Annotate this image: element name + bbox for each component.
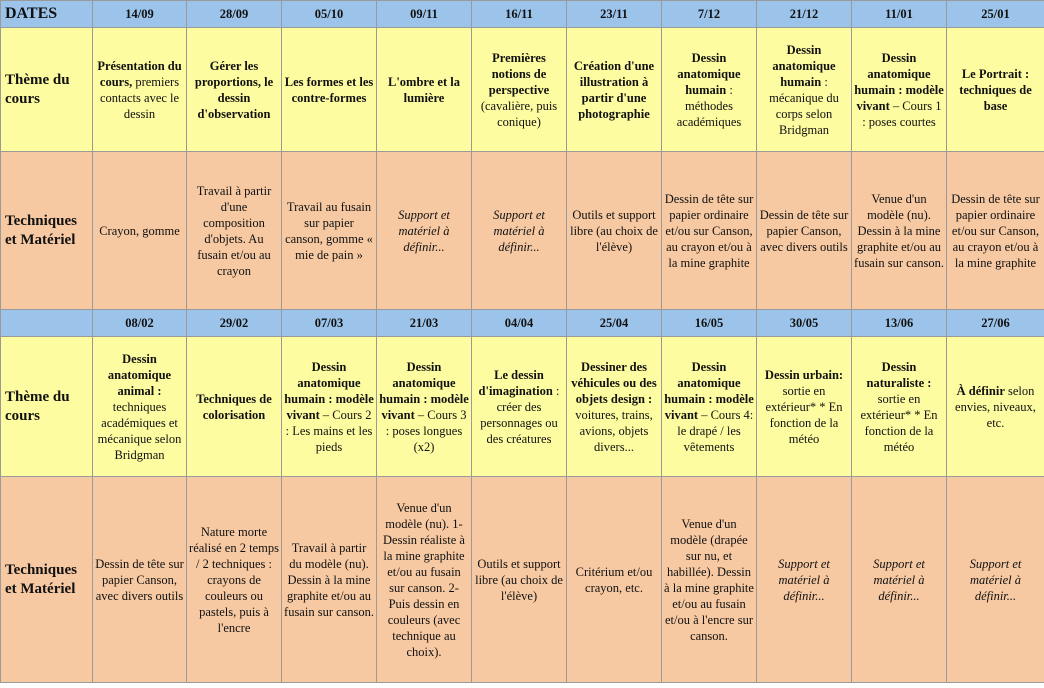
- theme-detail: premiers contacts avec le dessin: [99, 74, 180, 121]
- theme-detail: : mécanique du corps selon Bridgman: [769, 74, 839, 137]
- theme-cell: [282, 28, 377, 152]
- theme-cell: [852, 337, 947, 477]
- theme-title: Dessin naturaliste :: [866, 359, 932, 390]
- theme-title: Création d'une illustration à partir d'une photographie: [573, 58, 655, 121]
- theme-cell: [93, 28, 187, 152]
- date-cell: 11/01: [852, 1, 947, 28]
- date-cell: 21/03: [377, 310, 472, 337]
- theme-title: Dessin anatomique humain : modèle vivant: [854, 50, 944, 113]
- theme-cell: [187, 28, 282, 152]
- date-cell: 30/05: [757, 310, 852, 337]
- technique-cell: Travail au fusain sur papier canson, gomme « mie de pain »: [282, 152, 377, 310]
- technique-cell: Venue d'un modèle (nu). 1-Dessin réaliste à la mine graphite et/ou au fusain sur canson. 2-Puis dessin en couleurs (avec technique au choix).: [377, 477, 472, 683]
- theme-title: Dessin anatomique humain : modèle vivant: [284, 359, 374, 422]
- technique-cell: Dessin de tête sur papier Canson, avec divers outils: [93, 477, 187, 683]
- technique-cell: Venue d'un modèle (drapée sur nu, et habillée). Dessin à la mine graphite et/ou au fusain et/ou à l'encre sur canson.: [662, 477, 757, 683]
- date-cell: 23/11: [567, 1, 662, 28]
- date-cell: 28/09: [187, 1, 282, 28]
- technique-row: [1, 477, 1044, 683]
- theme-title: Le dessin d'imagination: [478, 367, 553, 398]
- technique-cell: Crayon, gomme: [93, 152, 187, 310]
- theme-title: Dessin anatomique humain: [772, 42, 836, 89]
- technique-cell: Nature morte réalisé en 2 temps / 2 techniques : crayons de couleurs ou pastels, puis à l'encre: [187, 477, 282, 683]
- theme-detail: – Cours 4: le drapé / les vêtements: [677, 407, 754, 454]
- theme-label: Thème du cours: [1, 337, 93, 477]
- theme-detail: : méthodes académiques: [676, 82, 742, 129]
- technique-cell: Travail à partir d'une composition d'objets. Au fusain et/ou au crayon: [187, 152, 282, 310]
- date-cell: 07/03: [282, 310, 377, 337]
- theme-cell: [662, 337, 757, 477]
- theme-title: Gérer les proportions, le dessin d'observation: [194, 58, 274, 121]
- technique-cell: Dessin de tête sur papier Canson, avec divers outils: [757, 152, 852, 310]
- date-cell: 09/11: [377, 1, 472, 28]
- theme-title: Dessiner des véhicules ou des objets design :: [571, 359, 657, 406]
- theme-title: À définir: [956, 383, 1005, 398]
- theme-detail: – Cours 2 : Les mains et les pieds: [285, 407, 373, 454]
- technique-cell: Support et matériel à définir...: [757, 477, 852, 683]
- date-cell: 13/06: [852, 310, 947, 337]
- technique-cell: Outils et support libre (au choix de l'élève): [472, 477, 567, 683]
- theme-title: Les formes et les contre-formes: [284, 74, 374, 105]
- theme-detail: – Cours 3 : poses longues (x2): [385, 407, 467, 454]
- theme-detail: techniques académiques et mécanique selon Bridgman: [97, 399, 182, 462]
- theme-detail: (cavalière, puis conique): [480, 98, 558, 129]
- date-cell: 08/02: [93, 310, 187, 337]
- theme-cell: [282, 337, 377, 477]
- theme-cell: [472, 28, 567, 152]
- theme-title: Présentation du cours,: [97, 58, 182, 89]
- theme-label: Thème du cours: [1, 28, 93, 152]
- theme-cell: [472, 337, 567, 477]
- theme-title: Dessin anatomique humain : modèle vivant: [379, 359, 469, 422]
- theme-detail: : créer des personnages ou des créatures: [480, 383, 560, 446]
- date-cell: 29/02: [187, 310, 282, 337]
- theme-cell: [757, 337, 852, 477]
- theme-title: L'ombre et la lumière: [388, 74, 460, 105]
- date-cell: 14/09: [93, 1, 187, 28]
- dates-label: [1, 310, 93, 337]
- date-cell: 25/01: [947, 1, 1044, 28]
- theme-cell: [93, 337, 187, 477]
- technique-cell: Support et matériel à définir...: [377, 152, 472, 310]
- date-cell: 7/12: [662, 1, 757, 28]
- theme-row: [1, 337, 1044, 477]
- theme-detail: selon envies, niveaux, etc.: [955, 383, 1036, 430]
- date-cell: 16/11: [472, 1, 567, 28]
- theme-cell: [377, 337, 472, 477]
- theme-cell: [187, 337, 282, 477]
- theme-title: Premières notions de perspective: [488, 50, 550, 97]
- theme-cell: [757, 28, 852, 152]
- dates-row: [1, 310, 1044, 337]
- theme-detail: – Cours 1 : poses courtes: [862, 98, 942, 129]
- dates-row: [1, 1, 1044, 28]
- theme-cell: [947, 28, 1044, 152]
- technique-cell: Support et matériel à définir...: [472, 152, 567, 310]
- theme-row: [1, 28, 1044, 152]
- theme-cell: [852, 28, 947, 152]
- date-cell: 21/12: [757, 1, 852, 28]
- date-cell: 05/10: [282, 1, 377, 28]
- theme-cell: [567, 337, 662, 477]
- theme-detail: voitures, trains, avions, objets divers...: [575, 407, 653, 454]
- date-cell: 04/04: [472, 310, 567, 337]
- theme-cell: [567, 28, 662, 152]
- theme-cell: [947, 337, 1044, 477]
- technique-row: [1, 152, 1044, 310]
- technique-cell: Outils et support libre (au choix de l'élève): [567, 152, 662, 310]
- date-cell: 16/05: [662, 310, 757, 337]
- theme-cell: [377, 28, 472, 152]
- technique-cell: Support et matériel à définir...: [947, 477, 1044, 683]
- theme-title: Dessin anatomique humain: [677, 50, 741, 97]
- technique-cell: Travail à partir du modèle (nu). Dessin à la mine graphite et/ou au fusain sur canson.: [282, 477, 377, 683]
- dates-label: DATES: [1, 1, 93, 28]
- technique-label: Techniques et Matériel: [1, 152, 93, 310]
- theme-title: Dessin anatomique humain : modèle vivant: [664, 359, 754, 422]
- theme-cell: [662, 28, 757, 152]
- technique-cell: Dessin de tête sur papier ordinaire et/ou sur Canson, au crayon et/ou à la mine graphite: [947, 152, 1044, 310]
- date-cell: 27/06: [947, 310, 1044, 337]
- theme-detail: sortie en extérieur* * En fonction de la météo: [765, 383, 843, 446]
- technique-cell: Dessin de tête sur papier ordinaire et/ou sur Canson, au crayon et/ou à la mine graphite: [662, 152, 757, 310]
- technique-cell: Venue d'un modèle (nu). Dessin à la mine graphite et/ou au fusain sur canson.: [852, 152, 947, 310]
- theme-detail: sortie en extérieur* * En fonction de la météo: [860, 391, 938, 454]
- date-cell: 25/04: [567, 310, 662, 337]
- technique-cell: Critérium et/ou crayon, etc.: [567, 477, 662, 683]
- theme-title: Dessin urbain:: [764, 367, 844, 382]
- theme-title: Le Portrait : techniques de base: [959, 66, 1032, 113]
- technique-cell: Support et matériel à définir...: [852, 477, 947, 683]
- theme-title: Techniques de colorisation: [196, 391, 272, 422]
- theme-title: Dessin anatomique animal :: [107, 351, 172, 398]
- technique-label: Techniques et Matériel: [1, 477, 93, 683]
